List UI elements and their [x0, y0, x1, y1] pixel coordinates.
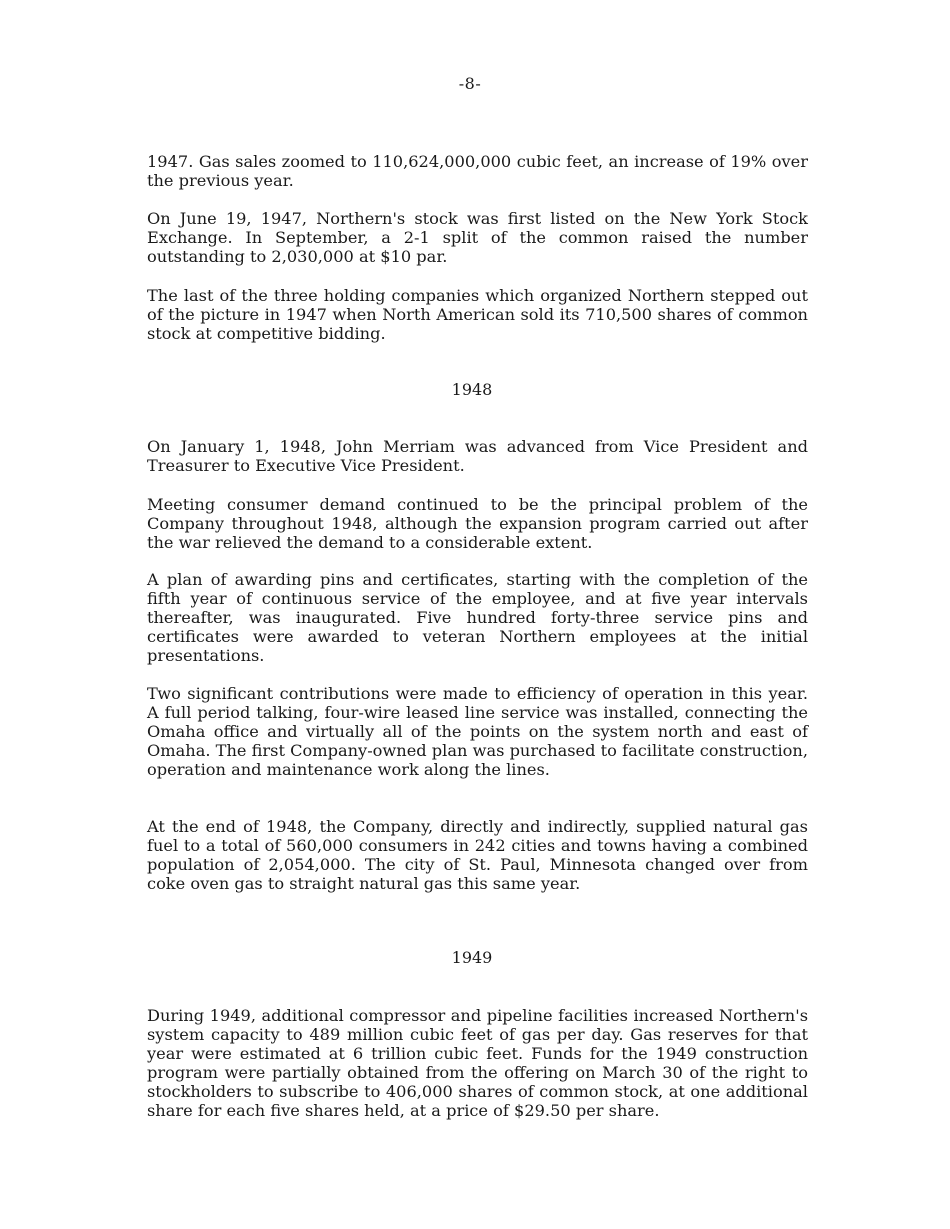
- paragraph-1947-gas-sales: 1947. Gas sales zoomed to 110,624,000,000 cubic feet, an increase of 19% over the previous year.: [147, 152, 808, 191]
- section-heading-1948: 1948: [451, 380, 493, 399]
- paragraph-merriam-promotion: On January 1, 1948, John Merriam was advanced from Vice President and Treasurer to Executive Vice President.: [147, 437, 808, 476]
- page-number: -8-: [458, 74, 482, 93]
- paragraph-efficiency-contributions: Two significant contributions were made to efficiency of operation in this year. A full period talking, four-wire leased line service was installed, connecting the Omaha office and virtually all of the points on the system north and east of Omaha. The first Company-owned plan was purchased to facilitate construction, operation and maintenance work along the lines.: [147, 684, 808, 780]
- paragraph-consumer-demand: Meeting consumer demand continued to be the principal problem of the Company throughout 1948, although the expansion program carried out after the war relieved the demand to a considerable extent.: [147, 495, 808, 553]
- paragraph-service-pins: A plan of awarding pins and certificates, starting with the completion of the fifth year of continuous service of the employee, and at five year intervals thereafter, was inaugurated. Five hundred forty-three service pins and certificates were awarded to veteran Northern employees at the initial presentations.: [147, 570, 808, 666]
- paragraph-end-of-1948: At the end of 1948, the Company, directly and indirectly, supplied natural gas fuel to a total of 560,000 consumers in 242 cities and towns having a combined population of 2,054,000. The city of St. Paul, Minnesota changed over from coke oven gas to straight natural gas this same year.: [147, 817, 808, 894]
- paragraph-holding-companies: The last of the three holding companies which organized Northern stepped out of the picture in 1947 when North American sold its 710,500 shares of common stock at competitive bidding.: [147, 286, 808, 344]
- paragraph-nyse-listing: On June 19, 1947, Northern's stock was first listed on the New York Stock Exchange. In September, a 2-1 split of the common raised the number outstanding to 2,030,000 at $10 par.: [147, 209, 808, 267]
- section-heading-1949: 1949: [451, 948, 493, 967]
- paragraph-1949-capacity: During 1949, additional compressor and pipeline facilities increased Northern's system capacity to 489 million cubic feet of gas per day. Gas reserves for that year were estimated at 6 trillion cubic feet. Funds for the 1949 construction program were partially obtained from the offering on March 30 of the right to stockholders to subscribe to 406,000 shares of common stock, at one additional share for each five shares held, at a price of $29.50 per share.: [147, 1006, 808, 1121]
